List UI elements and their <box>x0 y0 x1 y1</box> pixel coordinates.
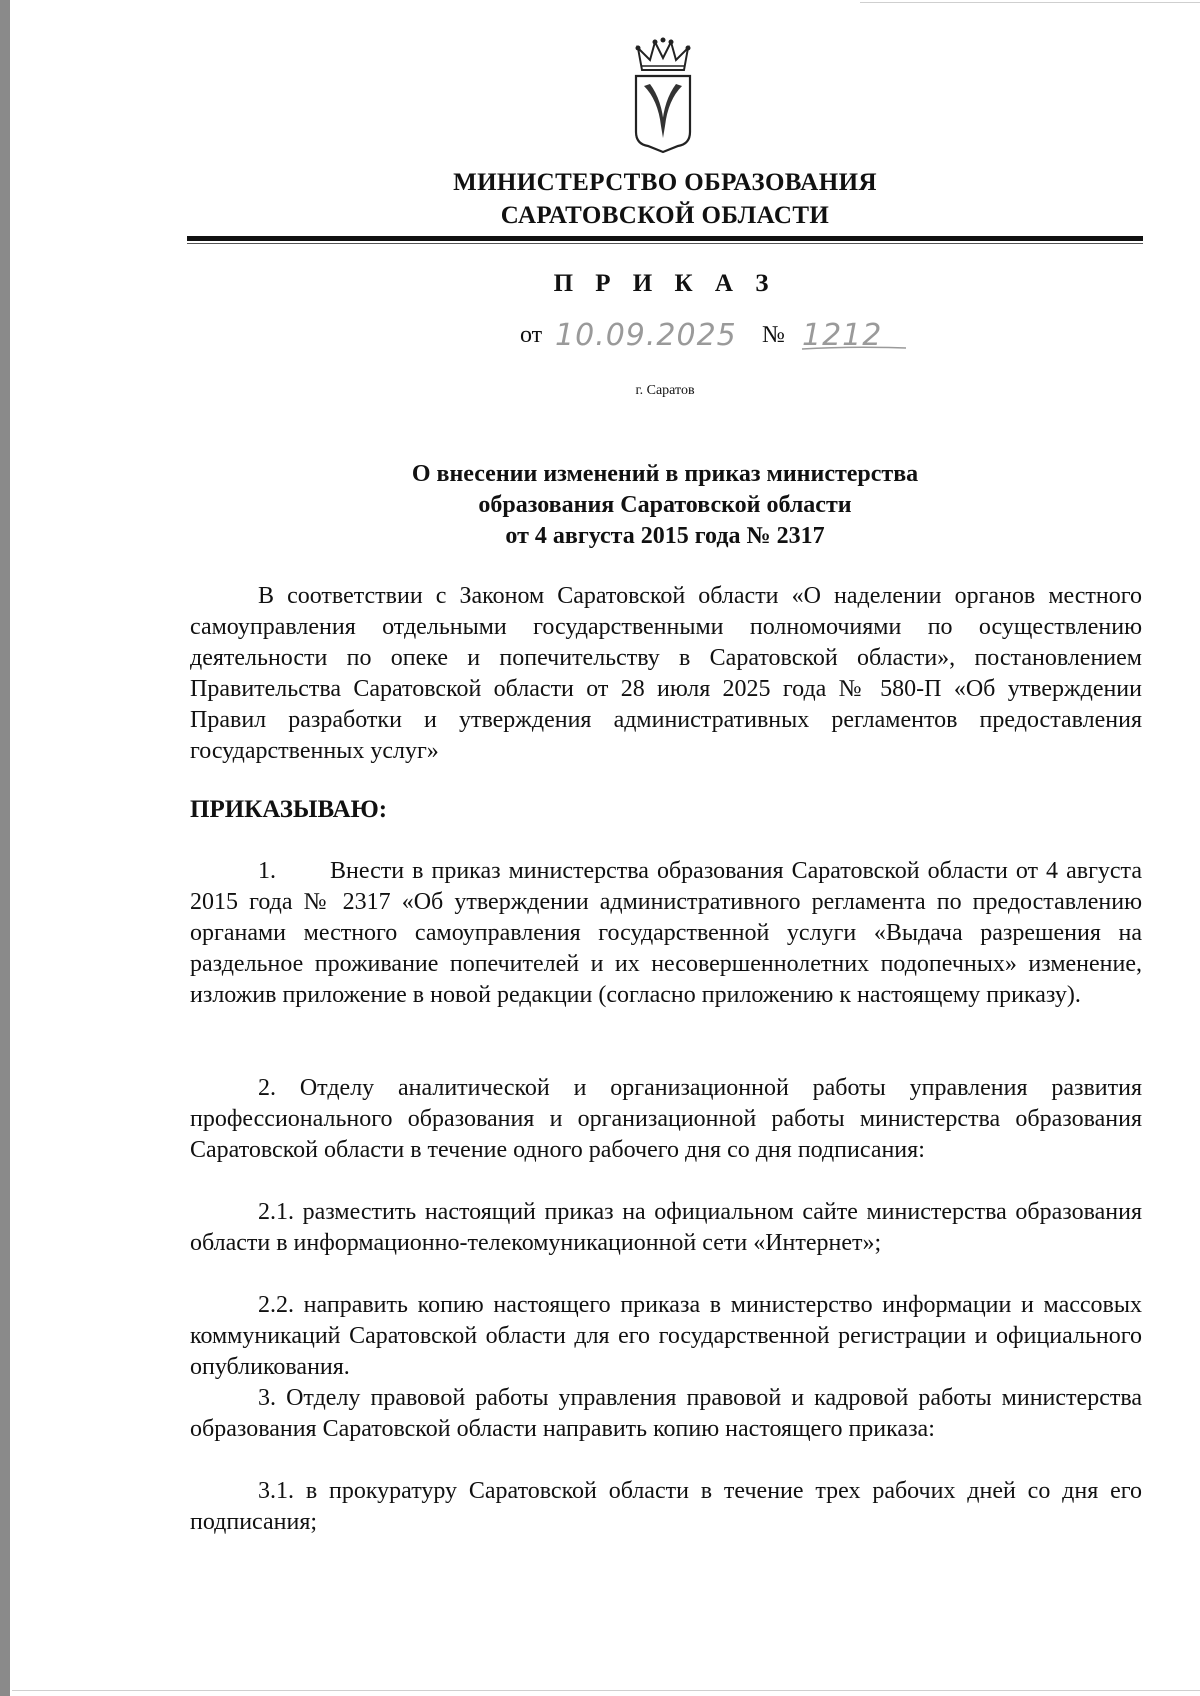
item-2-1-paragraph <box>190 1197 1142 1259</box>
handwritten-number: 1212 <box>802 318 883 353</box>
item-2-text: 2. Отделу аналитической и организационной работы управления развития профессионального образования и организационной работы министерства образования Саратовской области в течение одного рабочего дня со дня подписания: <box>190 1075 1142 1163</box>
ministry-title-line1: МИНИСТЕРСТВО ОБРАЗОВАНИЯ <box>453 169 877 196</box>
subject-line2: образования Саратовской области <box>478 492 852 518</box>
number-prefix: № <box>762 322 785 348</box>
date-prefix: от <box>520 322 543 348</box>
item-2-2-text: 2.2. направить копию настоящего приказа в министерство информации и массовых коммуникаций Саратовской области для его государственной регистрации и официального опубликования. <box>190 1292 1142 1380</box>
preamble-paragraph <box>190 581 1142 767</box>
handwritten-date: 10.09.2025 <box>555 318 737 353</box>
item-3-paragraph <box>190 1383 1142 1445</box>
item-2-1-text: 2.1. разместить настоящий приказ на официальном сайте министерства образования области в информационно-телекомуникационной сети «Интернет»; <box>190 1199 1142 1256</box>
ministry-title-line2: САРАТОВСКОЙ ОБЛАСТИ <box>500 202 830 229</box>
item-3-1-paragraph <box>190 1476 1142 1538</box>
order-heading: П Р И К А З <box>553 270 777 297</box>
item-1-text: Внести в приказ министерства образования Саратовской области от 4 августа 2015 года № 2317 «Об утверждении административного регламента по предоставлению органами местного самоуправления государственной услуги «Выдача разрешения на раздельное проживание попечителей и их несовершеннолетних подопечных» изменение, изложив приложение в новой редакции (согласно приложению к настоящему приказу). <box>190 858 1142 1008</box>
item-2-paragraph <box>190 1073 1142 1166</box>
scan-line <box>860 2 1200 3</box>
item-2-2-paragraph <box>190 1290 1142 1383</box>
preamble-text: В соответствии с Законом Саратовской области «О наделении органов местного самоуправления отдельными государственными полномочиями по осуществлению деятельности по опеке и попечительству в Саратовской области», постановлением Правительства Саратовской области от 28 июля 2025 года № 580-П «Об утверждении Правил разработки и утверждения административных регламентов предоставления государственных услуг» <box>190 583 1142 764</box>
subject-line1: О внесении изменений в приказ министерства <box>411 461 919 487</box>
item-3-1-text: 3.1. в прокуратуру Саратовской области в течение трех рабочих дней со дня его подписания; <box>190 1478 1142 1535</box>
decree-heading: ПРИКАЗЫВАЮ: <box>190 796 388 823</box>
city-label: г. Саратов <box>635 383 695 398</box>
header-divider-thin <box>187 243 1143 244</box>
item-3-text: 3. Отделу правовой работы управления правовой и кадровой работы министерства образования Саратовской области направить копию настоящего приказа: <box>190 1385 1142 1442</box>
header-divider <box>187 236 1143 241</box>
item-1-number: 1. <box>258 858 276 884</box>
coat-of-arms-emblem <box>628 36 698 154</box>
scan-edge <box>0 0 10 1696</box>
item-1-paragraph <box>190 856 1142 1011</box>
subject-line3: от 4 августа 2015 года № 2317 <box>505 523 825 549</box>
scan-line <box>12 1690 1200 1691</box>
handwritten-underline <box>800 344 910 352</box>
